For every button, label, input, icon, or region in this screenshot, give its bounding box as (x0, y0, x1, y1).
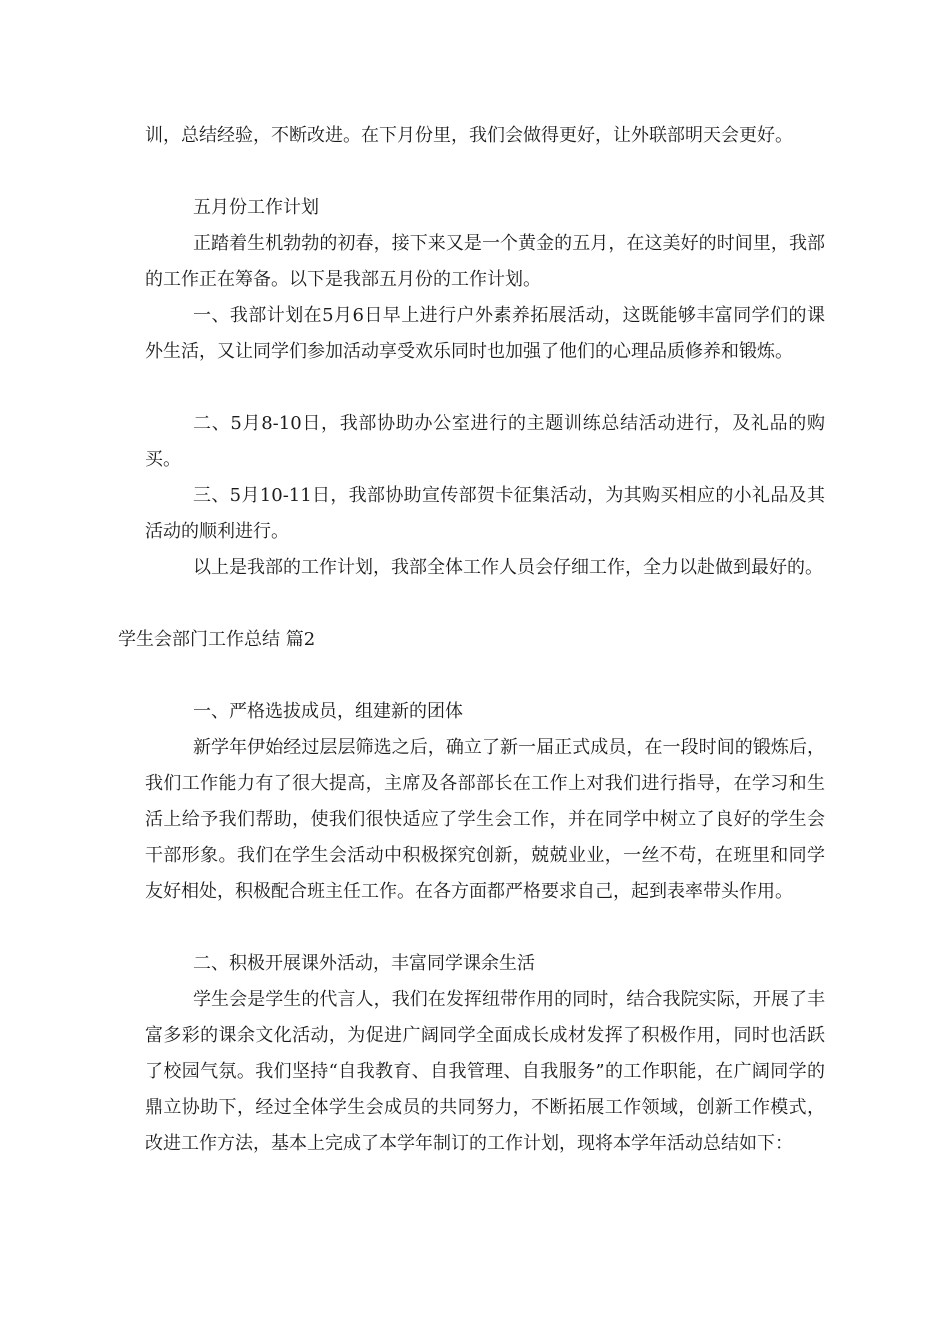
section-heading-2: 二、积极开展课外活动，丰富同学课余生活 (193, 953, 535, 974)
continuation-paragraph: 训，总结经验，不断改进。在下月份里，我们会做得更好，让外联部明天会更好。 (145, 125, 793, 146)
section-title: 学生会部门工作总结 篇2 (118, 629, 316, 650)
section-paragraph-1: 新学年伊始经过层层筛选之后，确立了新一届正式成员，在一段时间的锻炼后，我们工作能力有了很大提高，主席及各部部长在工作上对我们进行指导，在学习和生活上给予我们帮助，使我们很快适应了学生会工作，并在同学中树立了良好的学生会干部形象。我们在学生会活动中积极探究创新，兢兢业业，一丝不苟，在班里和同学友好相处，积极配合班主任工作。在各方面都严格要求自己，起到表率带头作用。 (145, 737, 825, 902)
plan-title: 五月份工作计划 (193, 197, 319, 218)
plan-item-2: 二、5月8-10日，我部协助办公室进行的主题训练总结活动进行，及礼品的购买。 (145, 413, 825, 470)
section-paragraph-2: 学生会是学生的代言人，我们在发挥纽带作用的同时，结合我院实际，开展了丰富多彩的课余文化活动，为促进广阔同学全面成长成材发挥了积极作用，同时也活跃了校园气氛。我们坚持“自我教育、自我管理、自我服务”的工作职能，在广阔同学的鼎立协助下，经过全体学生会成员的共同努力，不断拓展工作领域，创新工作模式，改进工作方法，基本上完成了本学年制订的工作计划，现将本学年活动总结如下： (145, 989, 825, 1154)
plan-closing-paragraph: 以上是我部的工作计划，我部全体工作人员会仔细工作，全力以赴做到最好的。 (193, 557, 823, 578)
plan-item-1: 一、我部计划在5月6日早上进行户外素养拓展活动，这既能够丰富同学们的课外生活，又让同学们参加活动享受欢乐同时也加强了他们的心理品质修养和锻炼。 (145, 305, 825, 362)
plan-item-3: 三、5月10-11日，我部协助宣传部贺卡征集活动，为其购买相应的小礼品及其活动的顺利进行。 (145, 485, 825, 542)
plan-intro-paragraph: 正踏着生机勃勃的初春，接下来又是一个黄金的五月，在这美好的时间里，我部的工作正在筹备。以下是我部五月份的工作计划。 (145, 233, 825, 290)
section-heading-1: 一、严格选拔成员，组建新的团体 (193, 701, 463, 722)
